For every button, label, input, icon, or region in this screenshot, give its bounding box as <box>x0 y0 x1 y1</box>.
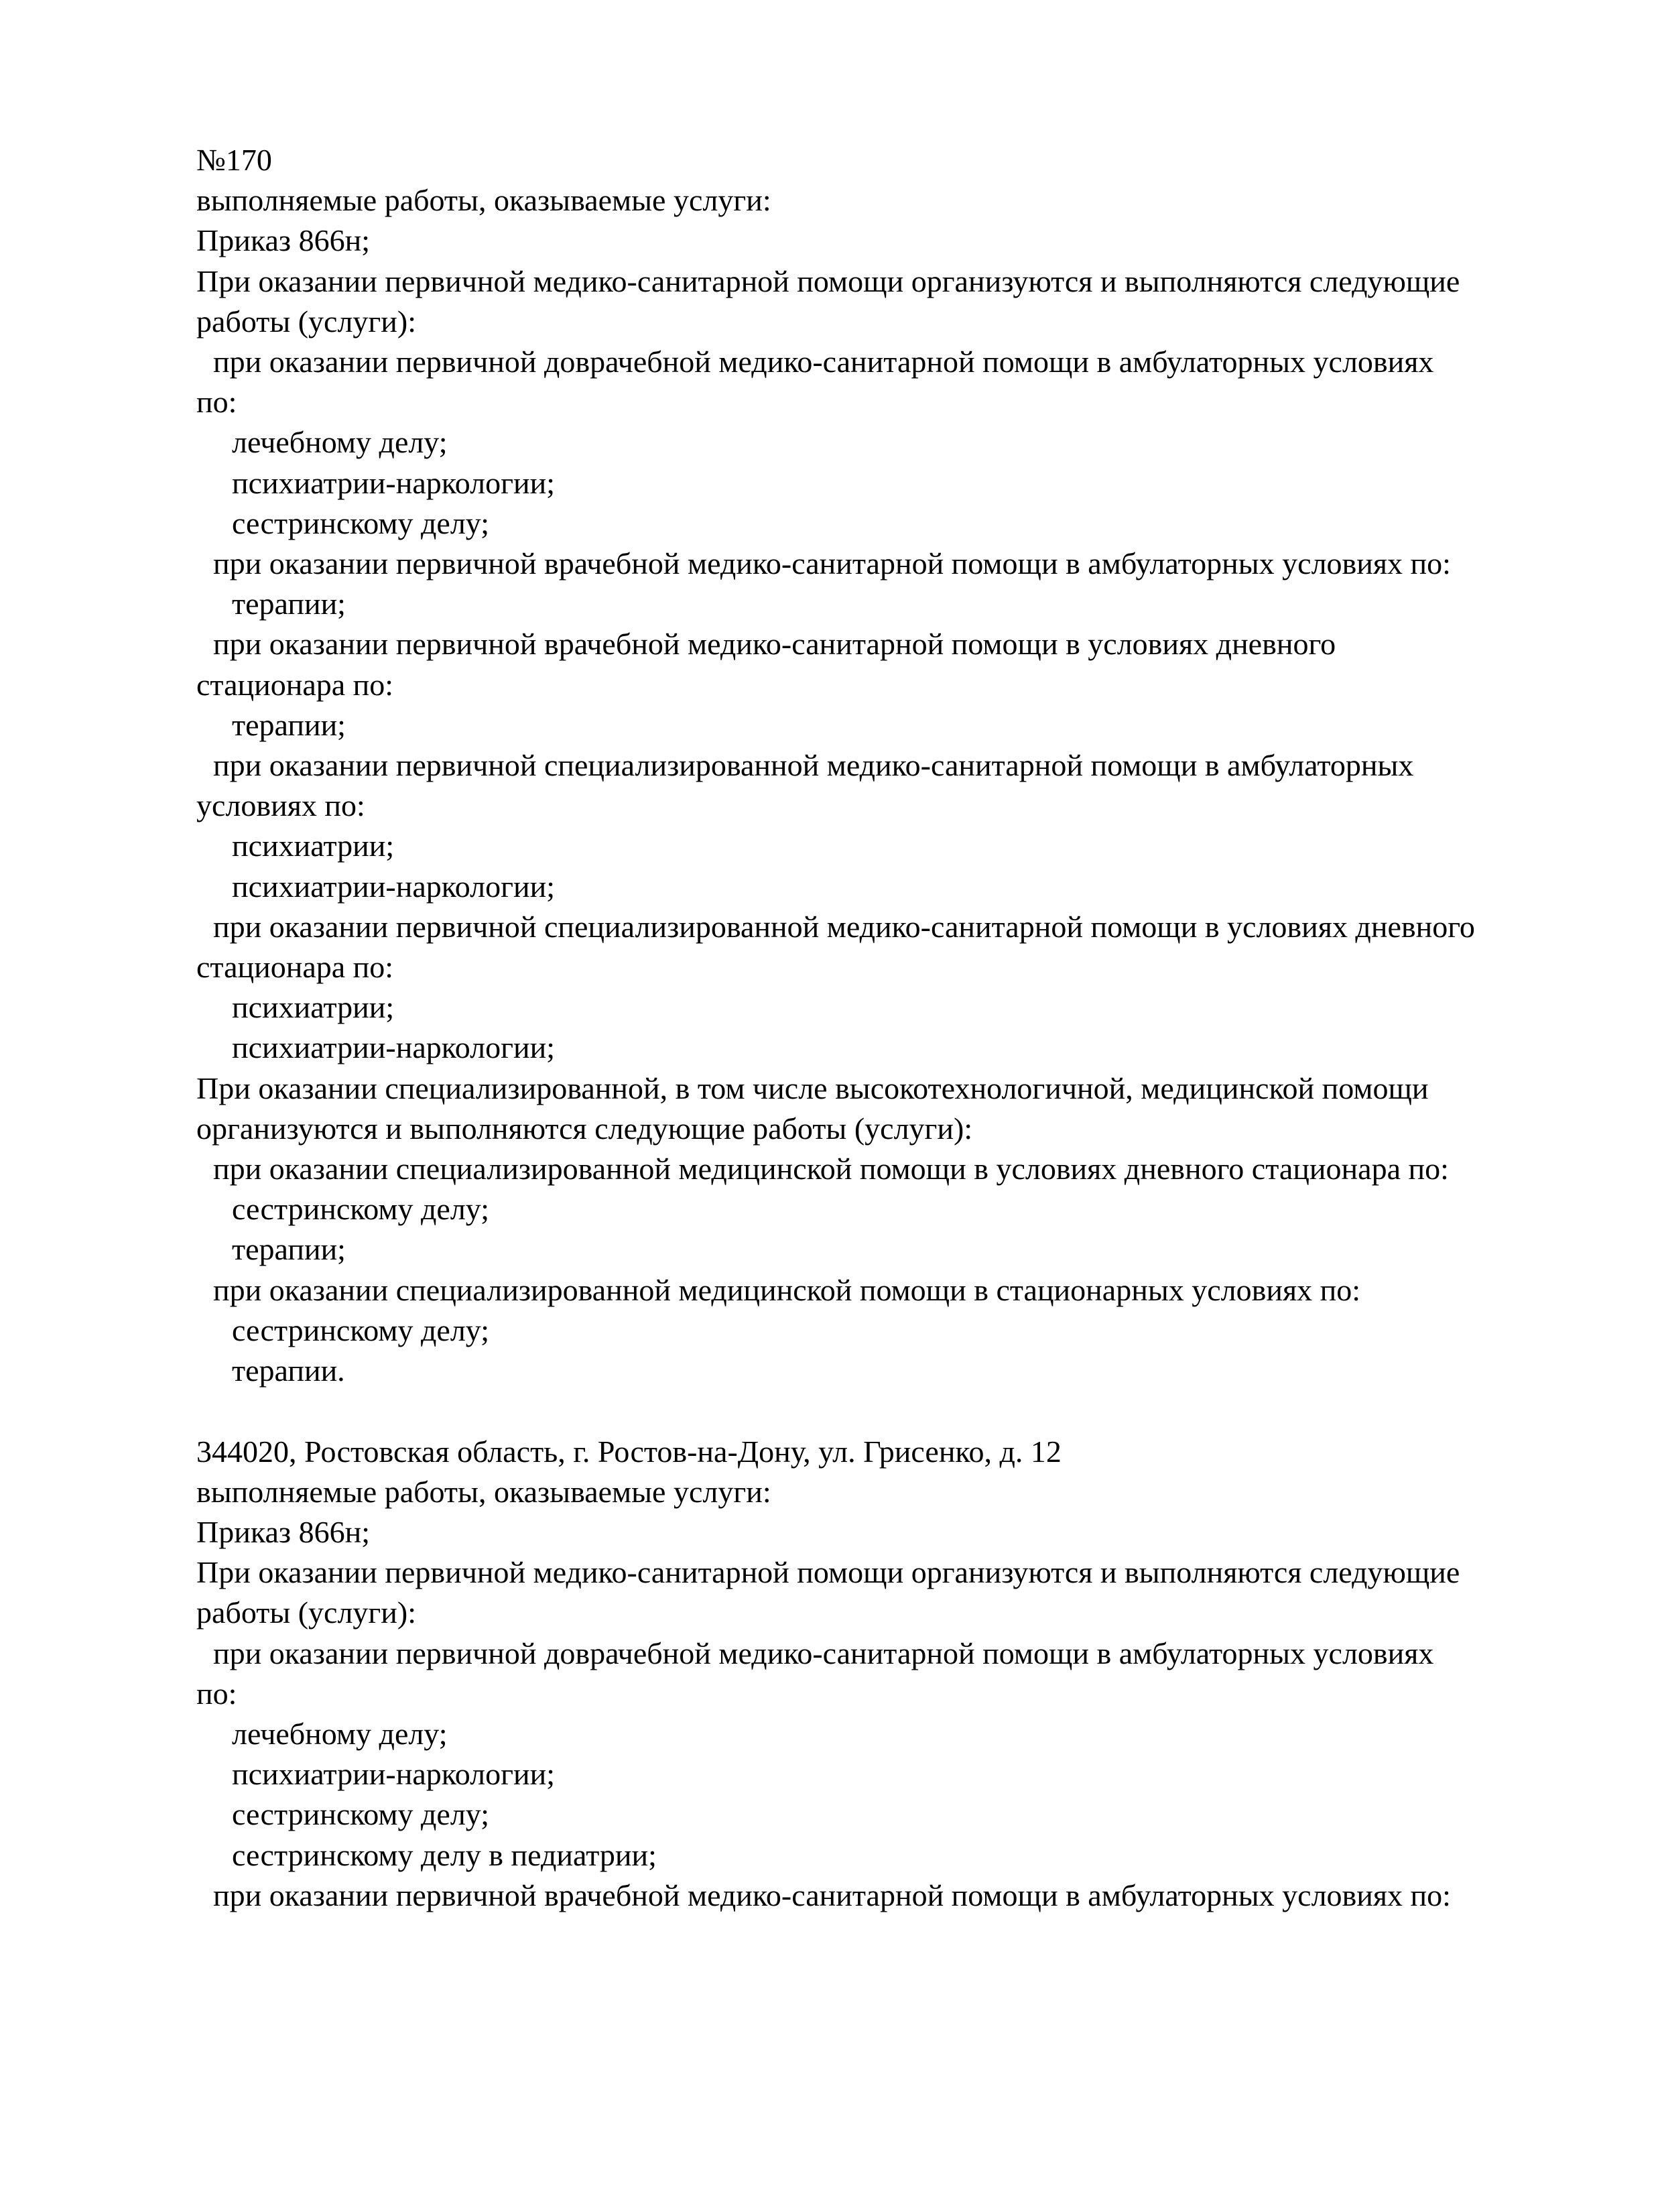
text-line: при оказании специализированной медицинской помощи в стационарных условиях по: <box>213 1272 1360 1307</box>
text-line: при оказании первичной врачебной медико-санитарной помощи в амбулаторных условиях по: <box>213 1878 1451 1912</box>
text-line: по: <box>196 1676 237 1711</box>
text-line: психиатрии-наркологии; <box>232 869 555 904</box>
text-line: При оказании специализированной, в том числе высокотехнологичной, медицинской помощи <box>196 1070 1429 1105</box>
text-line: сестринскому делу; <box>232 505 489 540</box>
blank-line <box>196 1391 1602 1431</box>
text-line: стационара по: <box>196 950 394 985</box>
document-lines <box>196 140 1602 1916</box>
text-line: психиатрии-наркологии; <box>232 1030 555 1065</box>
text-line: №170 <box>196 143 272 177</box>
text-line: При оказании первичной медико-санитарной помощи организуются и выполняются следующие <box>196 1555 1460 1590</box>
text-line: сестринскому делу; <box>232 1192 489 1227</box>
text-line: при оказании первичной специализированной медико-санитарной помощи в условиях дневного <box>213 909 1475 944</box>
text-line: при оказании первичной врачебной медико-санитарной помощи в условиях дневного <box>213 627 1336 662</box>
text-line: по: <box>196 385 237 420</box>
text-line: выполняемые работы, оказываемые услуги: <box>196 1474 771 1509</box>
text-line: работы (услуги): <box>196 304 416 339</box>
text-line: организуются и выполняются следующие работы (услуги): <box>196 1111 973 1146</box>
text-line: При оказании первичной медико-санитарной помощи организуются и выполняются следующие <box>196 263 1460 298</box>
text-line: Приказ 866н; <box>196 223 370 258</box>
text-line: при оказании первичной доврачебной медико-санитарной помощи в амбулаторных условиях <box>213 1636 1434 1670</box>
text-line: Приказ 866н; <box>196 1514 370 1549</box>
text-line: терапии. <box>232 1353 345 1388</box>
text-line: сестринскому делу; <box>232 1312 489 1347</box>
text-line: психиатрии; <box>232 828 395 863</box>
text-line: работы (услуги): <box>196 1595 416 1630</box>
text-line: выполняемые работы, оказываемые услуги: <box>196 183 771 218</box>
text-line: терапии; <box>232 587 346 621</box>
text-line: лечебному делу; <box>232 425 448 460</box>
text-line: при оказании первичной специализированной медико-санитарной помощи в амбулаторных <box>213 748 1414 783</box>
text-line: при оказании первичной доврачебной медико-санитарной помощи в амбулаторных условиях <box>213 345 1434 379</box>
text-line: 344020, Ростовская область, г. Ростов-на-Дону, ул. Грисенко, д. 12 <box>196 1434 1062 1469</box>
text-line: при оказании специализированной медицинской помощи в условиях дневного стационара по: <box>213 1152 1449 1186</box>
text-line: при оказании первичной врачебной медико-санитарной помощи в амбулаторных условиях по: <box>213 546 1451 581</box>
text-line: лечебному делу; <box>232 1716 448 1751</box>
text-line: терапии; <box>232 1232 346 1267</box>
text-line: условиях по: <box>196 788 365 823</box>
text-line: сестринскому делу в педиатрии; <box>232 1837 657 1872</box>
text-line: психиатрии-наркологии; <box>232 465 555 500</box>
text-line: психиатрии-наркологии; <box>232 1757 555 1792</box>
text-line: терапии; <box>232 707 346 742</box>
text-line: психиатрии; <box>232 990 395 1025</box>
text-line: сестринскому делу; <box>232 1797 489 1832</box>
text-line: стационара по: <box>196 667 394 702</box>
